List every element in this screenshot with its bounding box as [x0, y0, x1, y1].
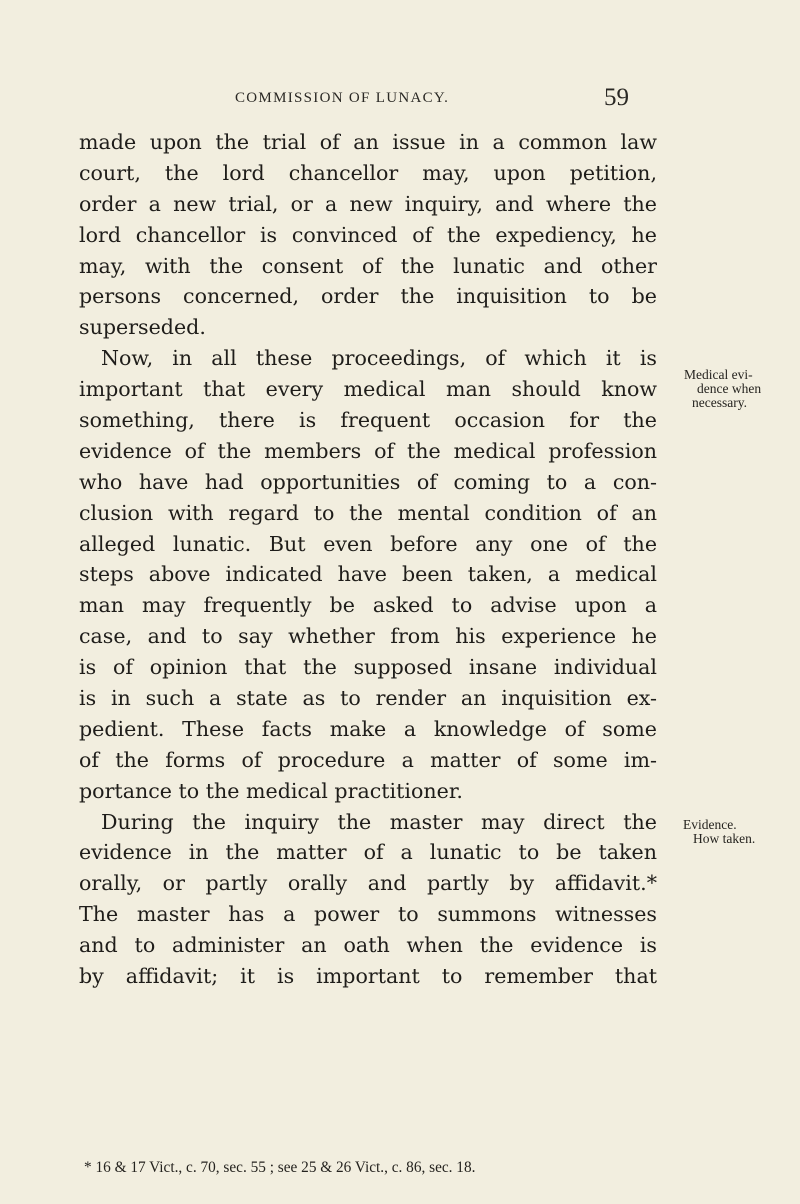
margin-note-evidence-how-taken [683, 818, 755, 846]
text-line: is of opinion that the supposed insane individual [79, 655, 657, 680]
text-line: is in such a state as to render an inquisition ex- [79, 686, 657, 711]
text-line: case, and to say whether from his experience he [79, 624, 657, 649]
text-line: order a new trial, or a new inquiry, and where the [79, 191, 657, 216]
text-line: portance to the medical practitioner. [79, 778, 463, 803]
text-line: and to administer an oath when the evidence is [79, 933, 657, 958]
margin-note-medical-evidence [684, 368, 761, 410]
text-line: may, with the consent of the lunatic and other [79, 253, 657, 278]
text-line: pedient. These facts make a knowledge of some [79, 716, 657, 741]
text-line: alleged lunatic. But even before any one of the [79, 531, 657, 556]
text-line: persons concerned, order the inquisition to be [79, 284, 657, 309]
text-line: The master has a power to summons witnesses [79, 902, 657, 927]
running-header [0, 84, 800, 120]
text-line: by affidavit; it is important to remember that [79, 964, 657, 989]
page-number: 59 [604, 84, 629, 111]
text-line: something, there is frequent occasion for the [79, 408, 657, 433]
text-line: orally, or partly orally and partly by affidavit.* [79, 871, 657, 896]
text-line: evidence in the matter of a lunatic to be taken [79, 840, 657, 865]
text-line: During the inquiry the master may direct the [101, 809, 657, 834]
text-line: lord chancellor is convinced of the expediency, he [79, 222, 657, 247]
text-line: who have had opportunities of coming to a con- [79, 469, 657, 494]
text-line: superseded. [79, 315, 206, 340]
margin-note-line: necessary. [692, 395, 747, 410]
text-line: made upon the trial of an issue in a common law [79, 130, 657, 154]
running-title: COMMISSION OF LUNACY. [235, 90, 450, 106]
body-text [79, 127, 679, 992]
text-line: clusion with regard to the mental condition of an [79, 500, 657, 525]
text-line: important that every medical man should know [79, 377, 657, 402]
text-line: steps above indicated have been taken, a medical [79, 562, 657, 587]
margin-note-line: Evidence. [683, 817, 737, 832]
text-line: evidence of the members of the medical profession [79, 438, 657, 463]
footnote: * 16 & 17 Vict., c. 70, sec. 55 ; see 25 & 26 Vict., c. 86, sec. 18. [84, 1159, 476, 1176]
text-line: of the forms of procedure a matter of some im- [79, 747, 657, 772]
text-line: Now, in all these proceedings, of which it is [101, 346, 657, 371]
margin-note-line: How taken. [693, 831, 756, 846]
text-line: court, the lord chancellor may, upon petition, [79, 160, 657, 185]
margin-note-line: dence when [697, 381, 762, 396]
text-line: man may frequently be asked to advise upon a [79, 593, 657, 618]
margin-note-line: Medical evi- [684, 367, 753, 382]
